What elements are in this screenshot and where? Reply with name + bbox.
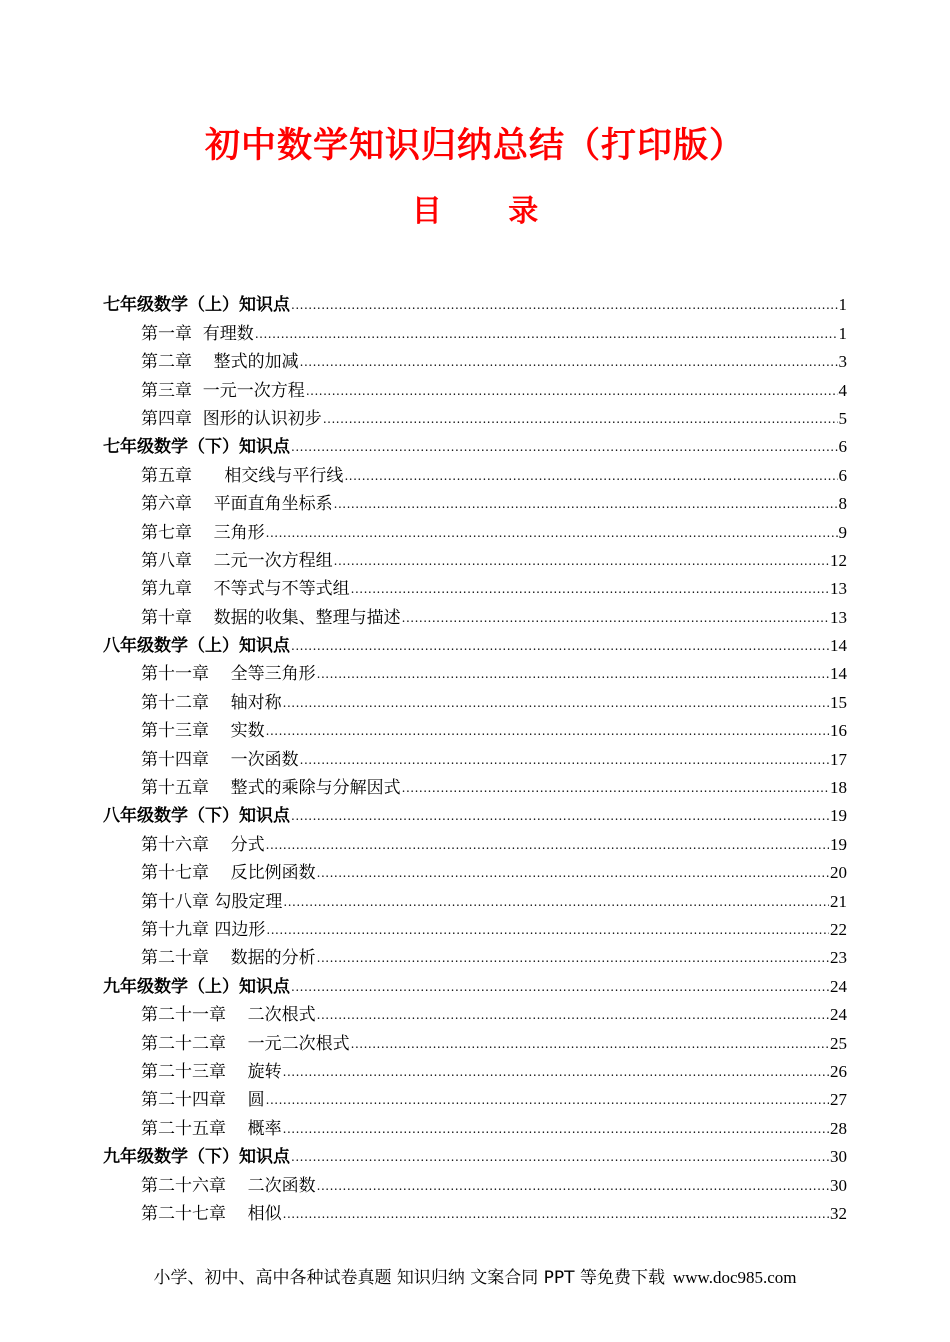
toc-chapter-entry[interactable] [103,599,847,627]
toc-chapter-entry[interactable] [103,486,847,514]
toc-chapter-entry[interactable] [103,912,847,940]
toc-entry-label: 第十章 数据的收集、整理与描述 [141,607,401,628]
toc-dot-leader [291,980,829,994]
toc-page-number: 6 [838,465,847,485]
toc-heading: 目 录 [411,194,567,229]
toc-section-entry[interactable] [103,798,847,826]
toc-page-number: 26 [830,1061,847,1081]
toc-entry-label: 九年级数学（下）知识点 [103,1147,290,1168]
toc-page-number: 17 [830,749,847,769]
document-title: 初中数学知识归纳总结（打印版） [204,126,745,166]
toc-chapter-entry[interactable] [103,741,847,769]
toc-dot-leader [283,895,829,909]
toc-chapter-entry[interactable] [103,1196,847,1224]
toc-dot-leader [291,639,829,653]
toc-section-entry[interactable] [103,628,847,656]
toc-page-number: 32 [830,1203,847,1223]
toc-page-number: 6 [838,437,847,457]
toc-dot-leader [291,298,838,312]
toc-entry-label: 第十八章 勾股定理 [141,891,283,912]
toc-entry-label: 第十一章 全等三角形 [141,664,316,685]
toc-page-number: 18 [830,778,847,798]
toc-page-number: 13 [830,579,847,599]
toc-entry-label: 第一章 有理数 [141,323,254,344]
toc-entry-label: 第二十章 数据的分析 [141,948,316,969]
toc-entry-label: 第十五章 整式的乘除与分解因式 [141,778,401,799]
toc-dot-leader [266,838,829,852]
toc-chapter-entry[interactable] [103,684,847,712]
toc-dot-leader [255,327,838,341]
toc-entry-label: 第七章 三角形 [141,522,265,543]
toc-dot-leader [317,866,829,880]
toc-chapter-entry[interactable] [103,1082,847,1110]
toc-entry-label: 第二章 整式的加减 [141,352,299,373]
toc-page-number: 13 [830,607,847,627]
toc-page-number: 22 [830,919,847,939]
toc-page-number: 30 [830,1175,847,1195]
toc-dot-leader [317,1008,829,1022]
toc-page-number: 4 [838,380,847,400]
toc-page-number: 23 [830,948,847,968]
toc-dot-leader [266,923,829,937]
toc-chapter-entry[interactable] [103,940,847,968]
toc-page-number: 8 [838,494,847,514]
toc-chapter-entry[interactable] [103,1054,847,1082]
toc-dot-leader [291,440,838,454]
toc-chapter-entry[interactable] [103,713,847,741]
toc-chapter-entry[interactable] [103,372,847,400]
toc-dot-leader [266,724,829,738]
toc-page-number: 21 [830,891,847,911]
toc-dot-leader [266,1093,829,1107]
footer-text: 小学、初中、高中各种试卷真题 知识归纳 文案合同 PPT 等免费下载 [153,1268,665,1288]
table-of-contents [103,287,847,1224]
toc-chapter-entry[interactable] [103,571,847,599]
toc-page-number: 28 [830,1118,847,1138]
toc-chapter-entry[interactable] [103,883,847,911]
toc-chapter-entry[interactable] [103,344,847,372]
toc-page-number: 27 [830,1090,847,1110]
toc-entry-label: 第二十一章 二次根式 [141,1005,316,1026]
toc-entry-label: 第六章 平面直角坐标系 [141,494,333,515]
toc-dot-leader [402,781,829,795]
toc-page-number: 14 [830,664,847,684]
toc-page-number: 19 [830,834,847,854]
toc-chapter-entry[interactable] [103,457,847,485]
toc-entry-label: 第十三章 实数 [141,721,265,742]
toc-dot-leader [283,1207,829,1221]
toc-chapter-entry[interactable] [103,514,847,542]
toc-dot-leader [300,355,838,369]
toc-section-entry[interactable] [103,287,847,315]
toc-entry-label: 第五章 相交线与平行线 [141,465,344,486]
toc-page-number: 5 [838,408,847,428]
toc-entry-label: 第十七章 反比例函数 [141,863,316,884]
toc-dot-leader [351,1037,829,1051]
toc-dot-leader [334,497,838,511]
toc-dot-leader [402,611,829,625]
toc-dot-leader [317,667,829,681]
toc-chapter-entry[interactable] [103,1167,847,1195]
toc-dot-leader [351,582,829,596]
toc-dot-leader [283,1122,829,1136]
toc-entry-label: 第十六章 分式 [141,834,265,855]
toc-entry-label: 九年级数学（上）知识点 [103,976,290,997]
toc-chapter-entry[interactable] [103,1025,847,1053]
toc-dot-leader [291,809,829,823]
toc-page-number: 9 [838,522,847,542]
toc-entry-label: 第八章 二元一次方程组 [141,550,333,571]
toc-chapter-entry[interactable] [103,826,847,854]
toc-dot-leader [334,554,829,568]
toc-chapter-entry[interactable] [103,1110,847,1138]
toc-entry-label: 第十九章 四边形 [141,919,266,940]
toc-entry-label: 七年级数学（上）知识点 [103,295,290,316]
toc-page-number: 24 [830,976,847,996]
toc-section-entry[interactable] [103,429,847,457]
toc-page-number: 3 [838,352,847,372]
toc-entry-label: 第二十五章 概率 [141,1118,282,1139]
toc-section-entry[interactable] [103,1139,847,1167]
toc-page-number: 15 [830,692,847,712]
toc-entry-label: 第九章 不等式与不等式组 [141,579,350,600]
page-footer [0,1263,950,1288]
toc-page-number: 25 [830,1033,847,1053]
toc-page-number: 19 [830,806,847,826]
toc-entry-label: 第二十四章 圆 [141,1090,265,1111]
toc-entry-label: 第四章 图形的认识初步 [141,408,322,429]
toc-chapter-entry[interactable] [103,855,847,883]
toc-page-number: 16 [830,721,847,741]
toc-entry-label: 第二十六章 二次函数 [141,1175,316,1196]
toc-page-number: 12 [830,550,847,570]
toc-entry-label: 第十二章 轴对称 [141,692,282,713]
toc-page-number: 20 [830,863,847,883]
toc-dot-leader [317,951,829,965]
toc-entry-label: 第二十七章 相似 [141,1203,282,1224]
toc-dot-leader [344,469,837,483]
toc-chapter-entry[interactable] [103,770,847,798]
toc-entry-label: 八年级数学（下）知识点 [103,806,290,827]
toc-chapter-entry[interactable] [103,315,847,343]
toc-dot-leader [323,412,838,426]
toc-page-number: 1 [838,323,847,343]
toc-entry-label: 第二十二章 一元二次根式 [141,1033,350,1054]
toc-dot-leader [300,753,829,767]
toc-dot-leader [317,1179,829,1193]
toc-entry-label: 八年级数学（上）知识点 [103,636,290,657]
toc-dot-leader [283,696,829,710]
toc-section-entry[interactable] [103,968,847,996]
toc-page-number: 1 [838,295,847,315]
toc-chapter-entry[interactable] [103,656,847,684]
toc-page-number: 30 [830,1147,847,1167]
toc-dot-leader [266,526,838,540]
toc-entry-label: 第三章 一元一次方程 [141,380,305,401]
toc-dot-leader [306,384,838,398]
toc-page-number: 24 [830,1005,847,1025]
footer-url[interactable]: www.doc985.com [672,1268,797,1287]
toc-chapter-entry[interactable] [103,401,847,429]
toc-entry-label: 七年级数学（下）知识点 [103,437,290,458]
toc-dot-leader [291,1150,829,1164]
toc-entry-label: 第二十三章 旋转 [141,1061,282,1082]
toc-page-number: 14 [830,636,847,656]
toc-dot-leader [283,1065,829,1079]
toc-chapter-entry[interactable] [103,997,847,1025]
toc-entry-label: 第十四章 一次函数 [141,749,299,770]
toc-chapter-entry[interactable] [103,543,847,571]
